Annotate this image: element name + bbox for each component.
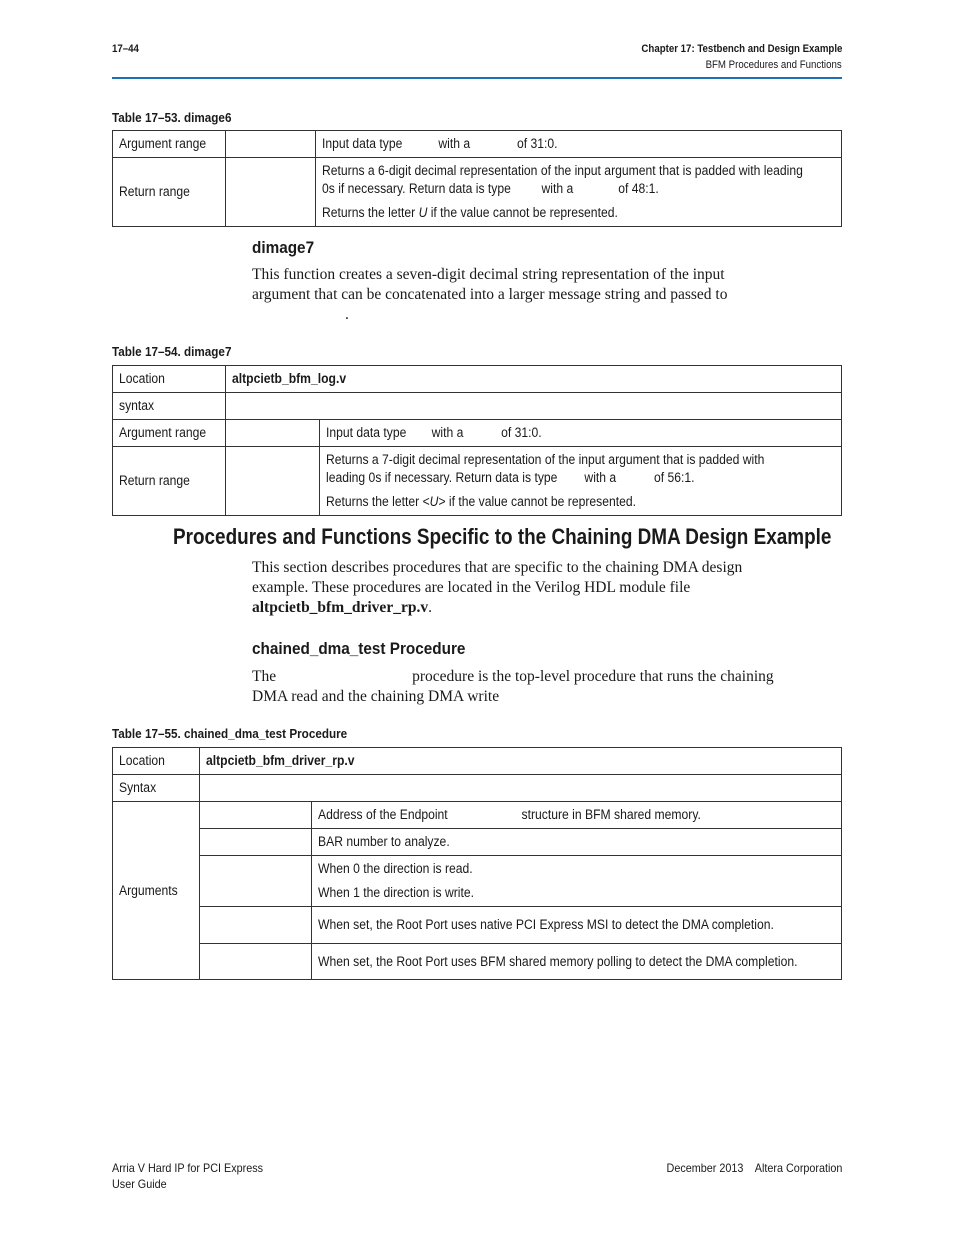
table-cell (226, 447, 320, 516)
table-cell (200, 829, 312, 856)
table-cell: Address of the Endpoint structure in BFM shared memory. (312, 802, 842, 829)
table-row (113, 748, 842, 775)
table-cell (226, 158, 316, 227)
table-cell: Returns a 6-digit decimal representation of the input argument that is padded with leading 0s if necessary. Return data is type with a of 48:1. Returns the letter U if the value cannot be represented. (316, 158, 842, 227)
table-cell (226, 393, 842, 420)
footer-date-company: December 2013 Altera Corporation (666, 1161, 842, 1175)
table-cell (200, 775, 842, 802)
table-row (113, 447, 842, 516)
table-cell: Location (113, 366, 226, 393)
table-row (113, 131, 842, 158)
table-cell (226, 420, 320, 447)
footer-doc-type: User Guide (112, 1177, 167, 1191)
section-title: BFM Procedures and Functions (705, 59, 842, 71)
table-cell (200, 944, 312, 980)
table-row (113, 856, 842, 907)
table-row (113, 393, 842, 420)
table-cell: When set, the Root Port uses native PCI Express MSI to detect the DMA completion. (312, 907, 842, 944)
table-row (113, 829, 842, 856)
table-55 (112, 747, 842, 980)
table-row (113, 158, 842, 227)
table-cell: Return range (113, 447, 226, 516)
table-row (113, 802, 842, 829)
dimage7-heading: dimage7 (252, 238, 315, 257)
table-cell (200, 802, 312, 829)
table-cell: altpcietb_bfm_driver_rp.v (200, 748, 842, 775)
table-cell: Arguments (113, 802, 200, 980)
header-rule (112, 77, 842, 79)
table-cell (200, 907, 312, 944)
table-53-caption: Table 17–53. dimage6 (112, 110, 232, 125)
table-row (113, 944, 842, 980)
table-55-caption: Table 17–55. chained_dma_test Procedure (112, 726, 348, 741)
table-row (113, 366, 842, 393)
section-body: This section describes procedures that are specific to the chaining DMA design example. These procedures are located in the Verilog HDL module file altpcietb_bfm_driver_rp.v. (252, 559, 743, 616)
footer-product: Arria V Hard IP for PCI Express (112, 1161, 264, 1175)
chained-heading: chained_dma_test Procedure (252, 639, 466, 658)
table-cell: altpcietb_bfm_log.v (226, 366, 842, 393)
table-row (113, 420, 842, 447)
table-cell: When set, the Root Port uses BFM shared memory polling to detect the DMA completion. (312, 944, 842, 980)
table-54-caption: Table 17–54. dimage7 (112, 344, 232, 359)
table-cell: When 0 the direction is read. When 1 the direction is write. (312, 856, 842, 907)
table-cell: Input data type with a of 31:0. (316, 131, 842, 158)
table-cell: syntax (113, 393, 226, 420)
table-cell (200, 856, 312, 907)
page-number: 17–44 (112, 43, 139, 55)
table-cell: Argument range (113, 420, 226, 447)
table-cell: Syntax (113, 775, 200, 802)
table-53 (112, 130, 842, 227)
table-cell: Argument range (113, 131, 226, 158)
table-cell: Input data type with a of 31:0. (320, 420, 842, 447)
table-cell: BAR number to analyze. (312, 829, 842, 856)
chained-body: The procedure is the top-level procedure that runs the chaining DMA read and the chaining DMA write (252, 668, 774, 705)
table-cell: Return range (113, 158, 226, 227)
table-cell: Location (113, 748, 200, 775)
table-cell (226, 131, 316, 158)
section-heading: Procedures and Functions Specific to the Chaining DMA Design Example (173, 524, 832, 549)
table-cell: Returns a 7-digit decimal representation of the input argument that is padded with leading 0s if necessary. Return data is type with a of 56:1. Returns the letter <U> if the value cannot be represented. (320, 447, 842, 516)
dimage7-body: This function creates a seven-digit decimal string representation of the input argument that can be concatenated into a larger message string and passed to . (252, 266, 728, 323)
table-row (113, 775, 842, 802)
table-row (113, 907, 842, 944)
chapter-title: Chapter 17: Testbench and Design Example (640, 43, 842, 55)
table-54 (112, 365, 842, 516)
